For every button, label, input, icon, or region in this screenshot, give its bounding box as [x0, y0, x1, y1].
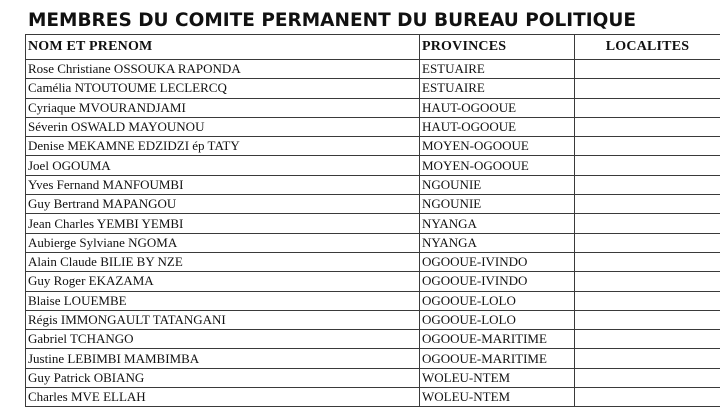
- province-cell: HAUT-OGOOUE: [420, 117, 575, 136]
- member-name-cell: Justine LEBIMBI MAMBIMBA: [26, 349, 420, 368]
- localite-cell: [575, 195, 720, 214]
- province-cell: OGOOUE-MARITIME: [420, 349, 575, 368]
- table-header-row: [26, 35, 720, 60]
- province-cell: WOLEU-NTEM: [420, 368, 575, 387]
- table-row: [26, 117, 720, 136]
- member-name-cell: Charles MVE ELLAH: [26, 388, 420, 407]
- table-row: [26, 291, 720, 310]
- member-name-cell: Gabriel TCHANGO: [26, 330, 420, 349]
- column-header-provinces: PROVINCES: [420, 35, 575, 60]
- province-cell: OGOOUE-IVINDO: [420, 252, 575, 271]
- localite-cell: [575, 137, 720, 156]
- member-name-cell: Guy Patrick OBIANG: [26, 368, 420, 387]
- table-body: [26, 60, 720, 407]
- table-row: [26, 252, 720, 271]
- localite-cell: [575, 175, 720, 194]
- member-name-cell: Régis IMMONGAULT TATANGANI: [26, 310, 420, 329]
- member-name-cell: Rose Christiane OSSOUKA RAPONDA: [26, 60, 420, 79]
- member-name-cell: Cyriaque MVOURANDJAMI: [26, 98, 420, 117]
- table-row: [26, 60, 720, 79]
- province-cell: OGOOUE-LOLO: [420, 310, 575, 329]
- localite-cell: [575, 388, 720, 407]
- province-cell: NGOUNIE: [420, 195, 575, 214]
- localite-cell: [575, 60, 720, 79]
- localite-cell: [575, 214, 720, 233]
- table-row: [26, 388, 720, 407]
- column-header-localites: LOCALITES: [575, 35, 720, 60]
- localite-cell: [575, 291, 720, 310]
- province-cell: WOLEU-NTEM: [420, 388, 575, 407]
- localite-cell: [575, 79, 720, 98]
- member-name-cell: Guy Roger EKAZAMA: [26, 272, 420, 291]
- member-name-cell: Séverin OSWALD MAYOUNOU: [26, 117, 420, 136]
- member-name-cell: Alain Claude BILIE BY NZE: [26, 252, 420, 271]
- province-cell: NYANGA: [420, 233, 575, 252]
- table-row: [26, 368, 720, 387]
- province-cell: OGOOUE-IVINDO: [420, 272, 575, 291]
- province-cell: NGOUNIE: [420, 175, 575, 194]
- column-header-name: NOM ET PRENOM: [26, 35, 420, 60]
- localite-cell: [575, 349, 720, 368]
- province-cell: ESTUAIRE: [420, 79, 575, 98]
- localite-cell: [575, 156, 720, 175]
- table-row: [26, 195, 720, 214]
- province-cell: NYANGA: [420, 214, 575, 233]
- province-cell: MOYEN-OGOOUE: [420, 156, 575, 175]
- province-cell: HAUT-OGOOUE: [420, 98, 575, 117]
- province-cell: OGOOUE-MARITIME: [420, 330, 575, 349]
- table-row: [26, 214, 720, 233]
- document-title: MEMBRES DU COMITE PERMANENT DU BUREAU POLITIQUE: [28, 10, 637, 31]
- member-name-cell: Blaise LOUEMBE: [26, 291, 420, 310]
- member-name-cell: Yves Fernand MANFOUMBI: [26, 175, 420, 194]
- member-name-cell: Jean Charles YEMBI YEMBI: [26, 214, 420, 233]
- province-cell: OGOOUE-LOLO: [420, 291, 575, 310]
- localite-cell: [575, 368, 720, 387]
- table-row: [26, 98, 720, 117]
- table-row: [26, 330, 720, 349]
- province-cell: MOYEN-OGOOUE: [420, 137, 575, 156]
- province-cell: ESTUAIRE: [420, 60, 575, 79]
- member-name-cell: Joel OGOUMA: [26, 156, 420, 175]
- member-name-cell: Camélia NTOUTOUME LECLERCQ: [26, 79, 420, 98]
- localite-cell: [575, 98, 720, 117]
- member-name-cell: Aubierge Sylviane NGOMA: [26, 233, 420, 252]
- localite-cell: [575, 330, 720, 349]
- member-name-cell: Guy Bertrand MAPANGOU: [26, 195, 420, 214]
- localite-cell: [575, 310, 720, 329]
- localite-cell: [575, 233, 720, 252]
- table-row: [26, 137, 720, 156]
- table-row: [26, 349, 720, 368]
- localite-cell: [575, 117, 720, 136]
- members-table: [25, 34, 720, 407]
- table-row: [26, 310, 720, 329]
- localite-cell: [575, 252, 720, 271]
- table-row: [26, 272, 720, 291]
- member-name-cell: Denise MEKAMNE EDZIDZI ép TATY: [26, 137, 420, 156]
- localite-cell: [575, 272, 720, 291]
- table-row: [26, 156, 720, 175]
- table-row: [26, 233, 720, 252]
- table-row: [26, 79, 720, 98]
- table-row: [26, 175, 720, 194]
